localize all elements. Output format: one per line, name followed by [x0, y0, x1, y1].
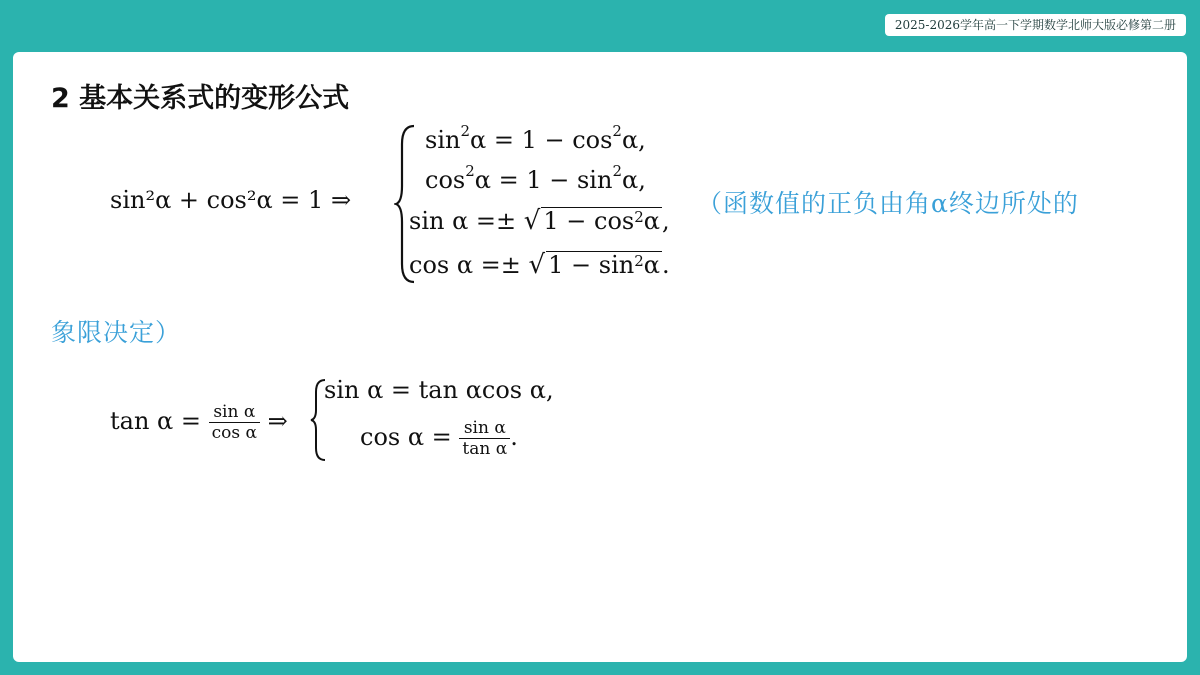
formula1-case3: sin α =± √ $1 - \cos^2\alpha$,: [409, 206, 670, 236]
formula2-lhs: tan α = $\frac{\text{sin α}}{\text{cos α}}$ ⇒: [110, 402, 288, 443]
formula1-lhs: sin²α + cos²α = 1 ⇒: [110, 186, 352, 214]
formula1-case1: $\sin^2\alpha = 1 - \cos^2\alpha$,: [425, 122, 646, 154]
section-title: 2 基本关系式的变形公式: [51, 83, 350, 114]
formula1-case2: $\cos^2\alpha = 1 - \sin^2\alpha$,: [425, 162, 646, 194]
note-line2: 象限决定）: [51, 318, 182, 347]
formula2-fraction: $\frac{\text{sin α}}{\text{cos α}}$: [209, 402, 260, 443]
formula2-case1: sin α = tan αcos α,: [324, 376, 554, 404]
formula2-case2: cos α = $\frac{\text{sin α}}{\text{tan α}}$ .: [360, 418, 518, 459]
formula1-case4: cos α =± √ $1 - \sin^2\alpha$.: [409, 250, 670, 280]
course-badge: 2025-2026学年高一下学期数学北师大版必修第二册: [885, 14, 1186, 36]
note-line1: （函数值的正负由角α终边所处的: [697, 189, 1079, 218]
content-card: [13, 52, 1187, 662]
